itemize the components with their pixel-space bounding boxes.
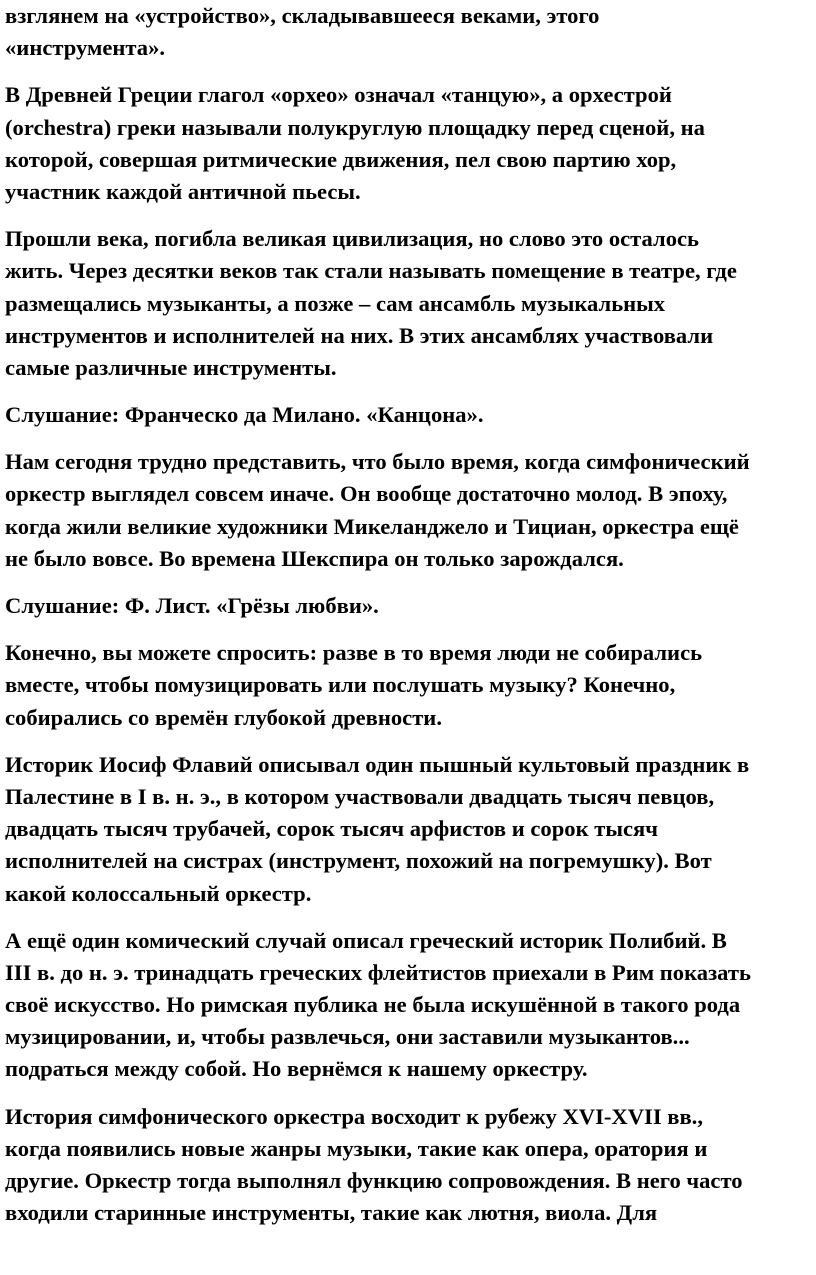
- text-line: не было вовсе. Во времена Шекспира он только зарождался.: [5, 545, 624, 571]
- text-line: Слушание: Ф. Лист. «Грёзы любви».: [5, 593, 379, 618]
- text-line: какой колоссальный оркестр.: [5, 880, 312, 906]
- text-line: жить. Через десятки веков так стали называть помещение в театре, где: [5, 258, 737, 284]
- text-line: Конечно, вы можете спросить: разве в то время люди не собирались: [5, 640, 703, 666]
- text-line: III в. до н. э. тринадцать греческих флейтистов приехали в Рим показать: [5, 959, 751, 985]
- document-body: [5, 0, 811, 1244]
- text-line: размещались музыканты, а позже – сам ансамбль музыкальных: [5, 290, 666, 316]
- text-line: которой, совершая ритмические движения, пел свою партию хор,: [5, 146, 677, 172]
- text-line: взглянем на «устройство», складывавшееся веками, этого: [5, 3, 600, 28]
- text-line: самые различные инструменты.: [5, 354, 337, 380]
- text-line: оркестр выглядел совсем иначе. Он вообще достаточно молод. В эпоху,: [5, 481, 728, 507]
- text-line: когда появились новые жанры музыки, такие как опера, оратория и: [5, 1135, 708, 1161]
- text-line: В Древней Греции глагол «орхео» означал «танцую», а орхестрой: [5, 82, 672, 108]
- text-line: А ещё один комический случай описал греческий историк Полибий. В: [5, 927, 727, 953]
- text-line: музицировании, и, чтобы развлечься, они заставили музыкантов...: [5, 1024, 690, 1050]
- text-line: исполнителей на систрах (инструмент, похожий на погремушку). Вот: [5, 848, 712, 874]
- text-line: когда жили великие художники Микеланджело и Тициан, оркестра ещё: [5, 513, 739, 539]
- paragraph-7: [5, 637, 811, 734]
- paragraph-9: [5, 925, 811, 1086]
- listening-note-1: [5, 399, 811, 431]
- text-line: двадцать тысяч трубачей, сорок тысяч арфистов и сорок тысяч: [5, 816, 658, 842]
- text-line: Слушание: Франческо да Милано. «Канцона».: [5, 402, 484, 428]
- text-line: своё искусство. Но римская публика не была искушённой в такого рода: [5, 992, 741, 1018]
- text-line: Прошли века, погибла великая цивилизация, но слово это осталось: [5, 226, 699, 252]
- text-line: собирались со времён глубокой древности.: [5, 704, 442, 730]
- paragraph-1: [5, 0, 811, 64]
- text-line: входили старинные инструменты, такие как лютня, виола. Для: [5, 1200, 658, 1226]
- text-line: Нам сегодня трудно представить, что было время, когда симфонический: [5, 449, 750, 475]
- text-line: Палестине в I в. н. э., в котором участвовали двадцать тысяч певцов,: [5, 783, 715, 809]
- text-line: «инструмента».: [5, 35, 166, 61]
- paragraph-3: [5, 223, 811, 384]
- text-line: подраться между собой. Но вернёмся к нашему оркестру.: [5, 1056, 588, 1082]
- listening-note-2: [5, 590, 811, 622]
- paragraph-5: [5, 446, 811, 575]
- paragraph-2: [5, 79, 811, 208]
- text-line: вместе, чтобы помузицировать или послушать музыку? Конечно,: [5, 672, 676, 698]
- text-line: участник каждой античной пьесы.: [5, 178, 361, 204]
- text-line: История симфонического оркестра восходит к рубежу XVI-XVII вв.,: [5, 1103, 703, 1129]
- text-line: другие. Оркестр тогда выполнял функцию сопровождения. В него часто: [5, 1168, 743, 1193]
- text-line: Историк Иосиф Флавий описывал один пышный культовый праздник в: [5, 751, 750, 777]
- text-line: инструментов и исполнителей на них. В этих ансамблях участвовали: [5, 322, 714, 348]
- text-line: (orchestra) греки называли полукруглую площадку перед сценой, на: [5, 114, 705, 140]
- paragraph-10: [5, 1101, 811, 1230]
- paragraph-8: [5, 749, 811, 910]
